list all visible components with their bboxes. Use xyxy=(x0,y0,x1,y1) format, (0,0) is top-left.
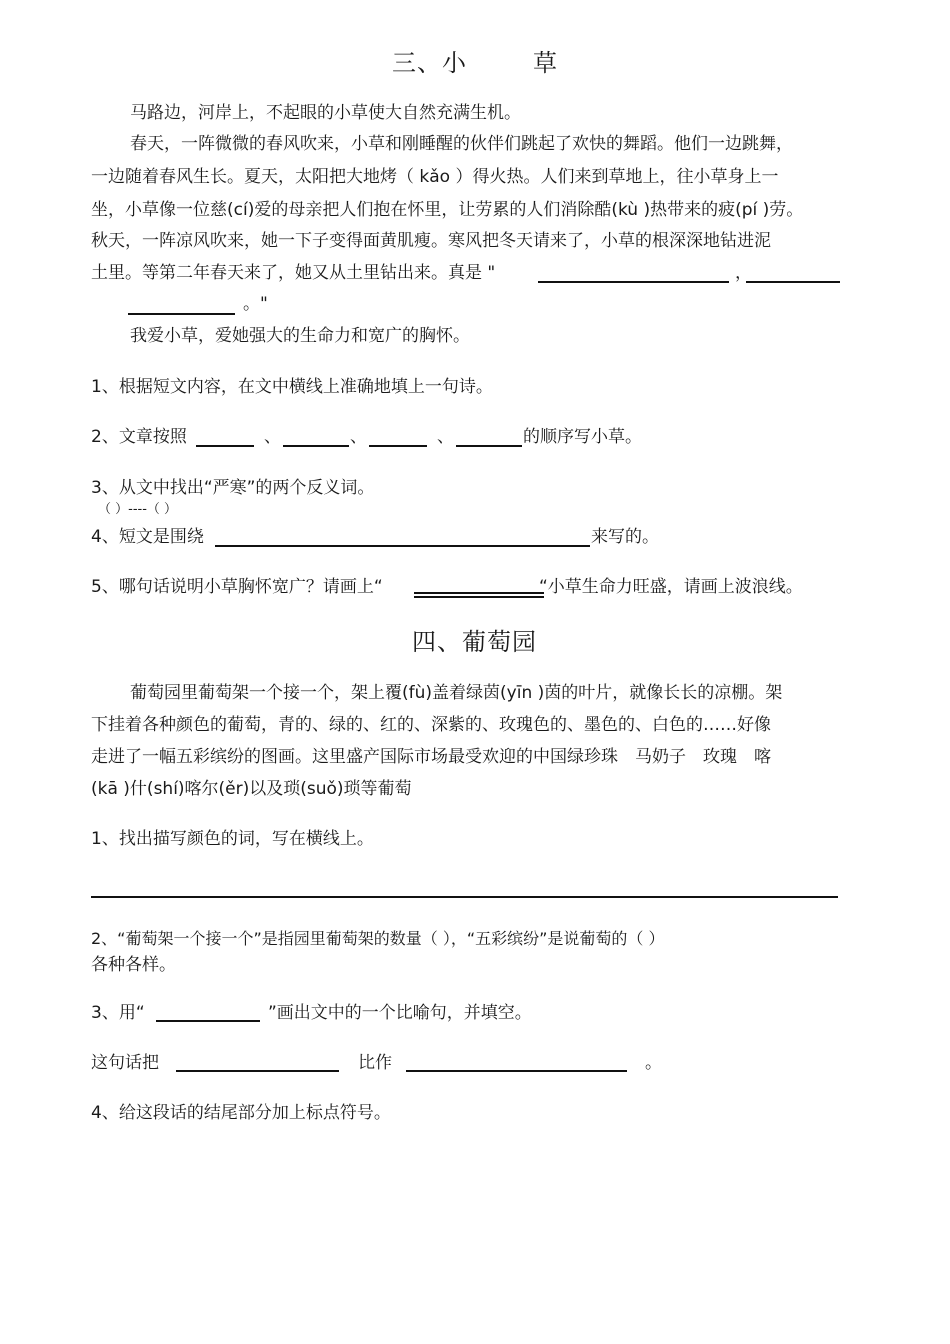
question-5: 5、哪句话说明小草胸怀宽广？请画上“ xyxy=(91,577,383,597)
question-3: 3、从文中找出“严寒”的两个反义词。 xyxy=(91,478,375,498)
order-blank-4[interactable] xyxy=(456,445,522,447)
passage-line: 一边随着春风生长。夏天，太阳把大地烤（ kǎo ）得火热。人们来到草地上，往小草身上一 xyxy=(91,167,779,187)
passage-line: (kā )什(shí)喀尔(ěr)以及琐(suǒ)琐等葡萄 xyxy=(91,779,412,799)
metaphor-object-blank[interactable] xyxy=(406,1070,627,1072)
passage-line: 马路边，河岸上，不起眼的小草使大自然充满生机。 xyxy=(130,103,521,123)
metaphor-compare: 比作 xyxy=(358,1053,392,1073)
question-3-end: ”画出文中的一个比喻句，并填空。 xyxy=(268,1003,532,1023)
question-2-cont: 各种各样。 xyxy=(91,955,176,975)
poem-blank-3[interactable] xyxy=(128,313,235,315)
passage-line: 葡萄园里葡萄架一个接一个，架上覆(fù)盖着绿茵(yīn )茵的叶片，就像长长的凉棚。架 xyxy=(130,683,783,703)
passage-line: 坐，小草像一位慈(cí)爱的母亲把人们抱在怀里，让劳累的人们消除酷(kù )热带来的疲(pí )劳。 xyxy=(91,200,804,220)
separator: 、 xyxy=(437,427,454,447)
poem-blank-1[interactable] xyxy=(538,281,729,283)
question-1: 1、根据短文内容，在文中横线上准确地填上一句诗。 xyxy=(91,377,493,397)
double-underline-sample xyxy=(414,596,544,598)
comma: ， xyxy=(735,263,752,283)
poem-blank-2[interactable] xyxy=(746,281,840,283)
question-4: 4、给这段话的结尾部分加上标点符号。 xyxy=(91,1103,391,1123)
question-5-end: “小草生命力旺盛，请画上波浪线。 xyxy=(539,577,803,597)
passage-line: 秋天，一阵凉风吹来，她一下子变得面黄肌瘦。寒风把冬天请来了，小草的根深深地钻进泥 xyxy=(91,231,771,251)
order-blank-2[interactable] xyxy=(283,445,349,447)
antonym-brackets[interactable]: （ ）----（ ） xyxy=(98,502,178,517)
mark-symbol-blank[interactable] xyxy=(156,1020,260,1022)
question-4-end: 来写的。 xyxy=(591,527,659,547)
question-2: 2、“葡萄架一个接一个”是指园里葡萄架的数量（ ），“五彩缤纷”是说葡萄的（ ） xyxy=(91,929,665,948)
passage-line: 下挂着各种颜色的葡萄，青的、绿的、红的、深紫的、玫瑰色的、墨色的、白色的……好像 xyxy=(91,715,771,735)
section3-title-part2: 草 xyxy=(533,49,558,77)
metaphor-prompt: 这句话把 xyxy=(91,1053,159,1073)
passage-line: 走进了一幅五彩缤纷的图画。这里盛产国际市场最受欢迎的中国绿珍珠 马奶子 玫瑰 喀 xyxy=(91,747,771,767)
passage-line: 土里。等第二年春天来了，她又从土里钻出来。真是 " xyxy=(91,263,496,283)
question-4: 4、短文是围绕 xyxy=(91,527,204,547)
question-2-end: 的顺序写小草。 xyxy=(523,427,642,447)
period: 。 xyxy=(645,1053,662,1073)
order-blank-3[interactable] xyxy=(369,445,427,447)
section4-title: 四、葡萄园 xyxy=(412,628,537,656)
topic-blank[interactable] xyxy=(215,545,590,547)
metaphor-subject-blank[interactable] xyxy=(176,1070,339,1072)
closing-quote: 。" xyxy=(243,294,268,314)
double-underline-sample xyxy=(414,592,544,594)
section3-title-part1: 三、小 xyxy=(392,49,467,77)
passage-line: 我爱小草，爱她强大的生命力和宽广的胸怀。 xyxy=(130,326,470,346)
question-2: 2、文章按照 xyxy=(91,427,187,447)
question-3: 3、用“ xyxy=(91,1003,145,1023)
question-1: 1、找出描写颜色的词，写在横线上。 xyxy=(91,829,374,849)
order-blank-1[interactable] xyxy=(196,445,254,447)
separator: 、 xyxy=(350,427,367,447)
passage-line: 春天，一阵微微的春风吹来，小草和刚睡醒的伙伴们跳起了欢快的舞蹈。他们一边跳舞， xyxy=(130,134,793,154)
color-words-blank[interactable] xyxy=(91,896,838,898)
separator: 、 xyxy=(264,427,281,447)
